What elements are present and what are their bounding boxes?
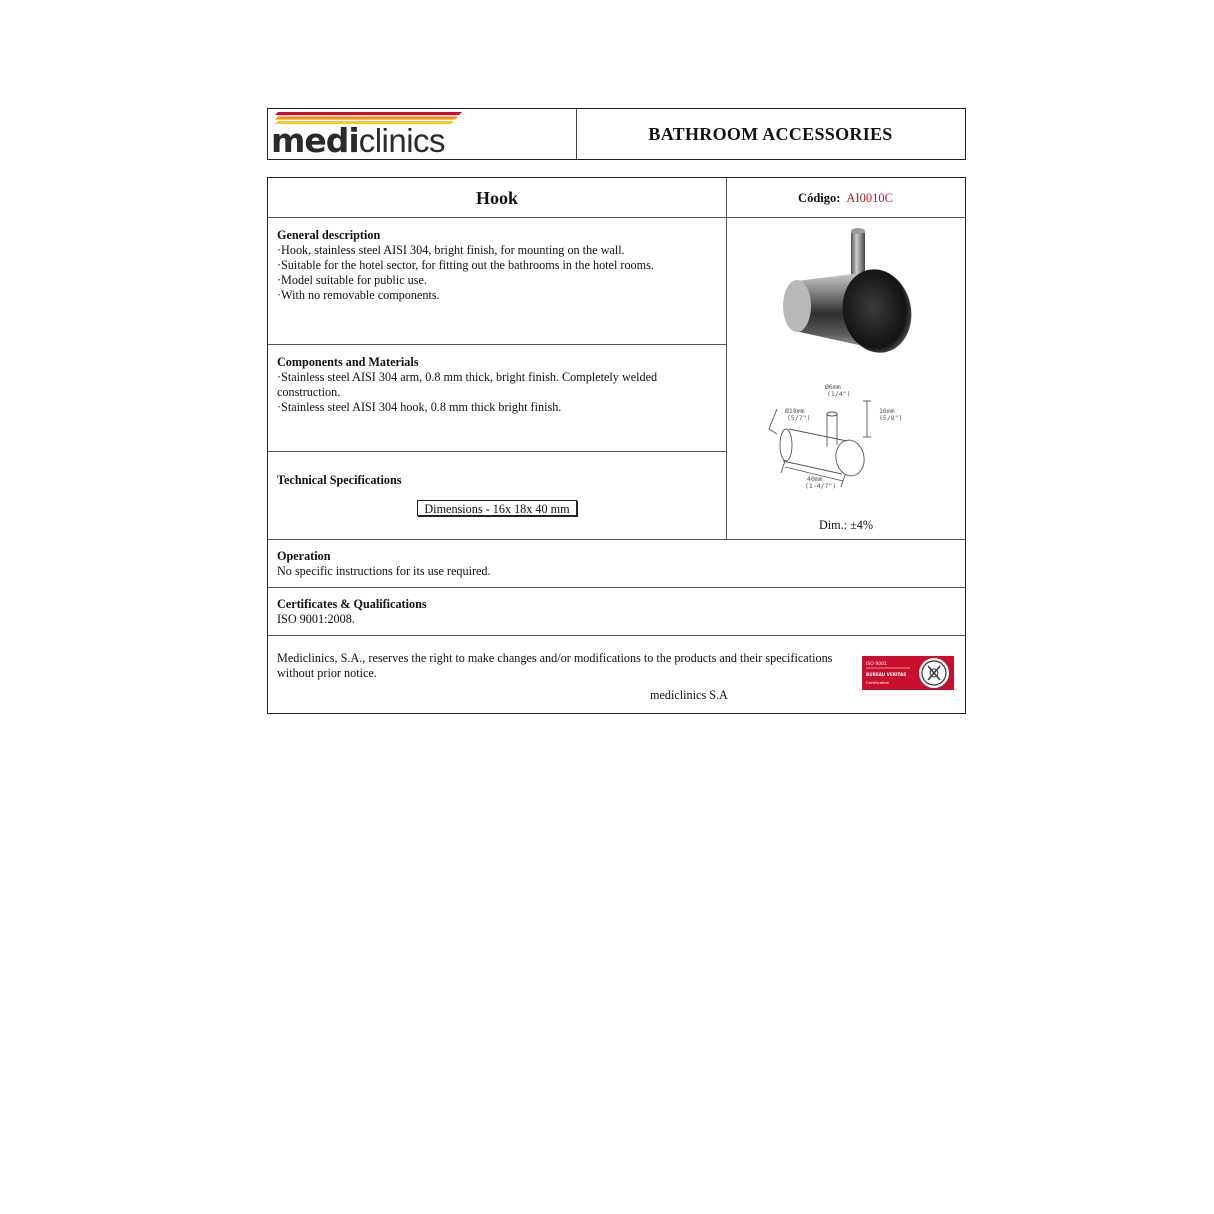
operation-heading: Operation xyxy=(277,549,331,563)
disclaimer xyxy=(277,651,867,681)
drawing-l40: 40mm xyxy=(807,475,823,483)
badge-iso: ISO 9001 xyxy=(866,662,888,667)
badge-bv: BUREAU VERITAS xyxy=(866,672,907,677)
divider xyxy=(268,344,726,345)
certificates-section xyxy=(277,597,427,627)
general-line: ·With no removable components. xyxy=(277,288,440,302)
logo-light-text: clinics xyxy=(358,122,446,159)
logo-bold-text: medi xyxy=(271,121,359,160)
components-line: construction. xyxy=(277,385,341,399)
drawing-d18: Ø18mm xyxy=(785,407,805,415)
certificates-text: ISO 9001:2008. xyxy=(277,612,355,626)
drawing-d6: Ø6mm xyxy=(825,383,841,391)
components-line: ·Stainless steel AISI 304 arm, 0.8 mm thick, bright finish. Completely welded xyxy=(277,370,658,384)
general-line: ·Suitable for the hotel sector, for fitting out the bathrooms in the hotel rooms. xyxy=(277,258,654,272)
components-materials xyxy=(277,355,657,415)
drawing-d6-in: (1/4") xyxy=(827,390,851,398)
hook-drawing-icon xyxy=(767,379,927,499)
dimension-tolerance: Dim.: ±4% xyxy=(818,518,874,532)
code-label: Código: xyxy=(798,190,841,205)
components-line: ·Stainless steel AISI 304 hook, 0.8 mm thick bright finish. xyxy=(277,400,562,414)
general-line: ·Hook, stainless steel AISI 304, bright finish, for mounting on the wall. xyxy=(277,243,625,257)
product-name: Hook xyxy=(475,187,518,208)
logo xyxy=(271,123,445,159)
operation-section xyxy=(277,549,491,579)
drawing-d18-in: (5/7") xyxy=(787,414,811,422)
technical-heading: Technical Specifications xyxy=(277,473,402,487)
header-title: BATHROOM ACCESSORIES xyxy=(648,123,893,144)
drawing-h16: 16mm xyxy=(879,407,895,415)
general-line: ·Model suitable for public use. xyxy=(277,273,427,287)
disclaimer-line: without prior notice. xyxy=(277,666,377,680)
disclaimer-line: Mediclinics, S.A., reserves the right to make changes and/or modifications to the products and their specifications xyxy=(277,651,833,665)
badge-cert: Certification xyxy=(866,680,890,685)
company-name: mediclinics S.A xyxy=(650,688,728,702)
product-code xyxy=(726,178,965,218)
operation-text: No specific instructions for its use required. xyxy=(277,564,491,578)
divider xyxy=(268,635,965,636)
product-images xyxy=(727,219,965,539)
drawing-l40-in: (1-4/7") xyxy=(805,482,837,490)
general-description xyxy=(277,228,654,303)
divider xyxy=(268,539,965,540)
logo-cell xyxy=(268,109,577,159)
general-heading: General description xyxy=(277,228,381,242)
drawing-h16-in: (5/8") xyxy=(879,414,903,422)
bureau-veritas-badge-icon xyxy=(862,656,954,690)
components-heading: Components and Materials xyxy=(277,355,419,369)
certificates-heading: Certificates & Qualifications xyxy=(277,597,427,611)
product-table xyxy=(267,177,966,714)
divider xyxy=(268,587,965,588)
code-value: AI0010C xyxy=(846,190,893,205)
dimensions-box: Dimensions - 16x 18x 40 mm xyxy=(417,500,577,516)
divider xyxy=(268,451,726,452)
technical-specifications xyxy=(277,473,401,488)
header-box xyxy=(267,108,966,160)
